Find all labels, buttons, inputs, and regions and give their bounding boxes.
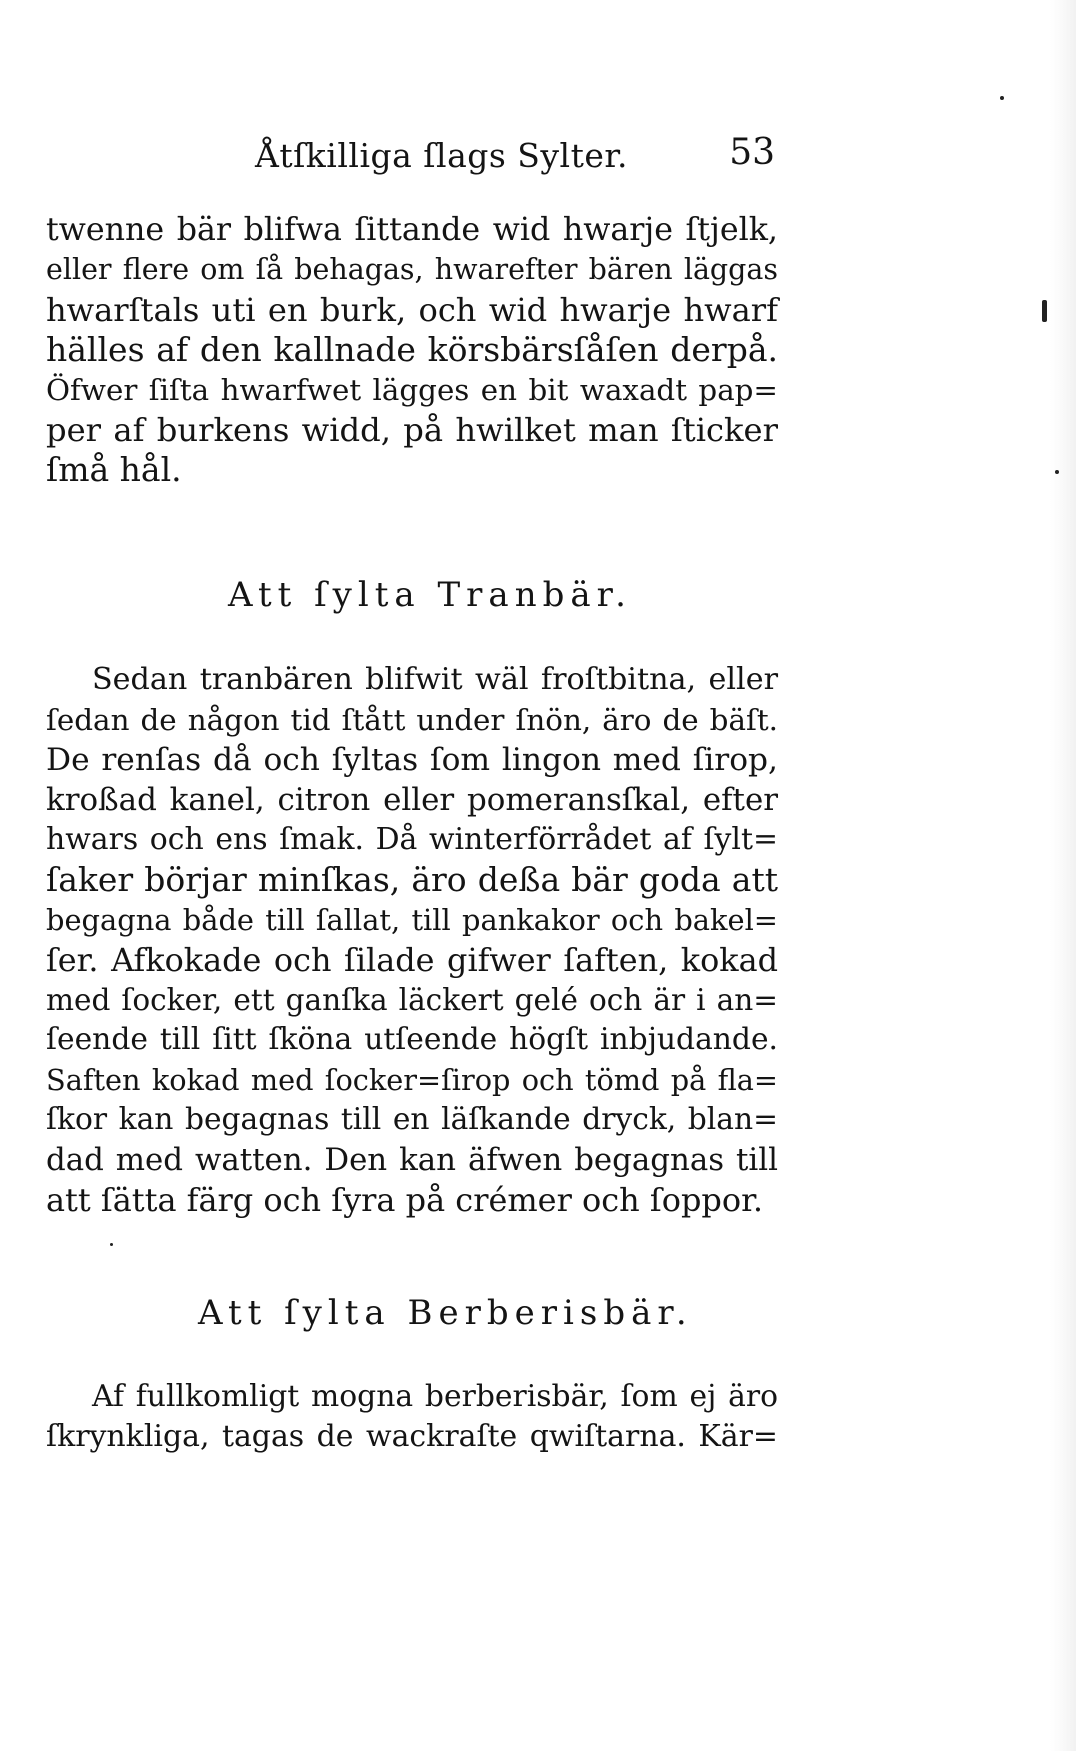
- text-line: Af fullkomligt mogna berberisbär, ſom ej äro: [92, 1379, 778, 1414]
- running-title: Åtſkilliga ſlags Sylter.: [255, 136, 629, 175]
- text-line: med ſocker, ett ganſka läckert gelé och är i an=: [46, 983, 778, 1017]
- page-edge-shadow: [1050, 0, 1076, 1751]
- text-line: att ſätta färg och ſyra på crémer och ſoppor.: [46, 1181, 764, 1219]
- text-line: ſkor kan begagnas till en läſkande dryck, blan=: [46, 1102, 778, 1137]
- text-line: ſedan de någon tid ſtått under ſnön, äro de bäſt.: [46, 703, 778, 737]
- text-line: ſmå hål.: [46, 450, 182, 489]
- section-heading-tranbar: Att ſylta Tranbär.: [228, 575, 632, 615]
- text-line: ſkrynkliga, tagas de wackraſte qwiſtarna. Kär=: [46, 1419, 778, 1454]
- page-header: [255, 132, 775, 182]
- ink-speck: [1042, 300, 1047, 322]
- ink-speck: [1055, 470, 1059, 474]
- text-line: Öfwer ſiſta hwarfwet lägges en bit waxadt pap=: [46, 373, 778, 407]
- paragraph-berberisbar: [46, 1377, 778, 1457]
- ink-speck: [1000, 96, 1004, 100]
- text-line: ſeende till ſitt ſköna utſeende högſt inbjudande.: [46, 1022, 778, 1057]
- text-line: twenne bär blifwa ſittande wid hwarje ſtjelk,: [46, 212, 778, 248]
- text-line: begagna både till ſallat, till pankakor och bakel=: [46, 903, 778, 937]
- text-line: eller flere om ſå behagas, hwarefter bären läggas: [46, 253, 778, 286]
- text-line: ſer. Afkokade och ſilade gifwer ſaften, kokad: [46, 941, 778, 979]
- text-line: Saften kokad med ſocker=ſirop och tömd på fla=: [46, 1063, 778, 1097]
- text-line: hwarſtals uti en burk, och wid hwarje hwarf: [46, 291, 778, 329]
- page-number: 53: [729, 132, 775, 173]
- paragraph-tranbar: [46, 660, 778, 1220]
- ink-speck: [110, 1243, 113, 1246]
- text-line: per af burkens widd, på hwilket man ſticker: [46, 411, 778, 449]
- section-heading-berberisbar: Att ſylta Berberisbär.: [198, 1293, 693, 1333]
- text-line: hwars och ens ſmak. Då winterförrådet af ſylt=: [46, 822, 778, 857]
- text-line: dad med watten. Den kan äfwen begagnas till: [46, 1142, 778, 1178]
- text-line: ſaker börjar minſkas, äro deßa bär goda att: [46, 860, 778, 899]
- text-line: De renſas då och ſyltas ſom lingon med ſirop,: [46, 742, 778, 778]
- text-line: kroßad kanel, citron eller pomeransſkal, efter: [46, 782, 778, 818]
- text-line: hälles af den kallnade körsbärsſåſen derpå.: [46, 330, 778, 369]
- paragraph-continuation: [46, 210, 778, 490]
- text-line: Sedan tranbären blifwit wäl froſtbitna, eller: [92, 662, 778, 697]
